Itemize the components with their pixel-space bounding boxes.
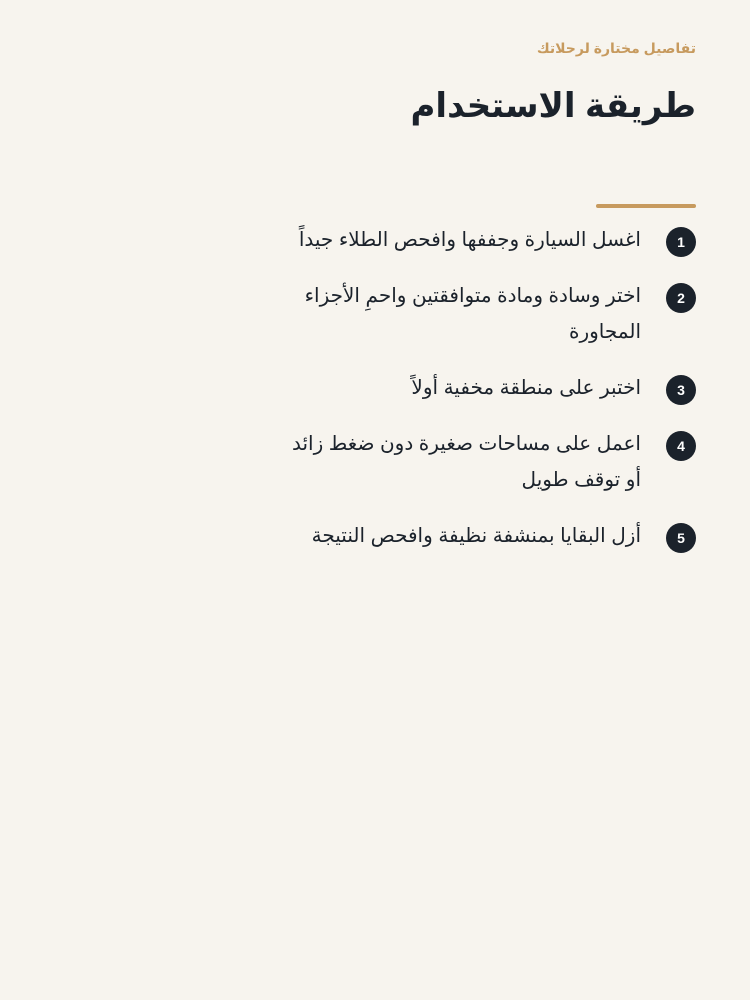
step-number-badge: 5 xyxy=(666,523,696,553)
step-text: اعمل على مساحات صغيرة دون ضغط زائد أو توقف طويل xyxy=(291,433,641,491)
step-number-badge: 4 xyxy=(666,431,696,461)
eyebrow-label: تفاصيل مختارة لرحلاتك xyxy=(536,40,696,56)
step-number-badge: 1 xyxy=(666,227,696,257)
step-number-badge: 3 xyxy=(666,375,696,405)
step-text: اختر وسادة ومادة متوافقتين واحمِ الأجزاء المجاورة xyxy=(304,285,641,343)
page-title: طريقة الاستخدام xyxy=(410,87,696,125)
step-text: اغسل السيارة وجففها وافحص الطلاء جيداً xyxy=(298,229,641,251)
step-item xyxy=(276,518,696,554)
accent-divider xyxy=(596,204,696,208)
step-text: اختبر على منطقة مخفية أولاً xyxy=(411,377,641,399)
step-text: أزل البقايا بمنشفة نظيفة وافحص النتيجة xyxy=(311,525,641,547)
step-item xyxy=(276,222,696,258)
step-item xyxy=(276,426,696,498)
steps-list xyxy=(276,222,696,574)
step-item xyxy=(276,278,696,350)
step-item xyxy=(276,370,696,406)
step-number-badge: 2 xyxy=(666,283,696,313)
